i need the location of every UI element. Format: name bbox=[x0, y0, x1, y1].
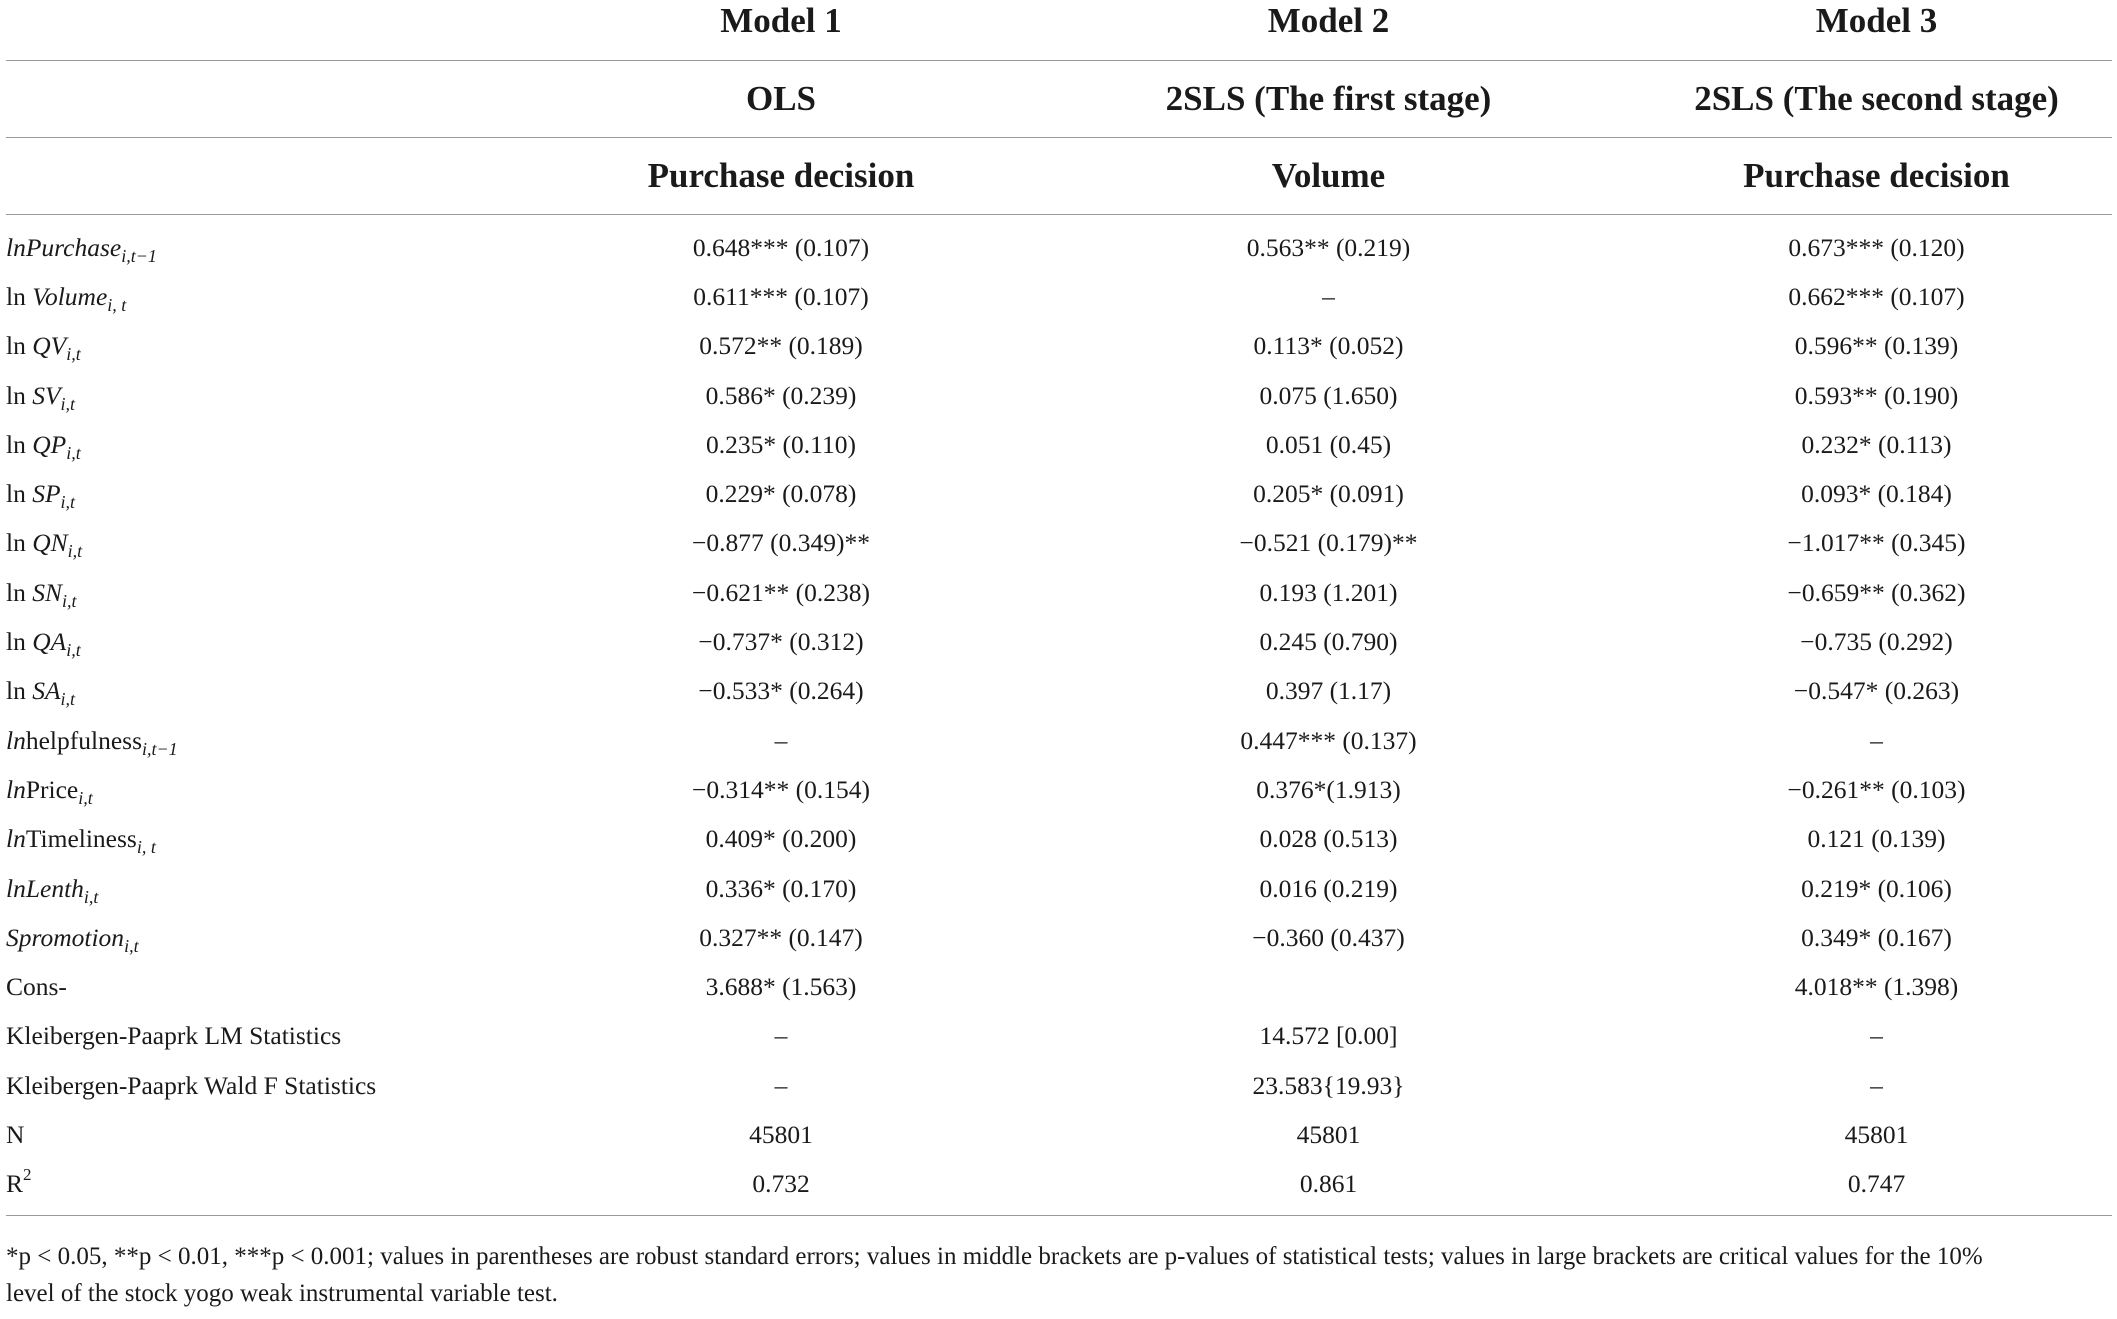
cell-model-2: 0.861 bbox=[1016, 1160, 1641, 1216]
cell-model-3: 45801 bbox=[1844, 1119, 1909, 1149]
cell-model-2: 0.028 (0.513) bbox=[1259, 824, 1398, 854]
cell-model-3: −1.017** (0.345) bbox=[1787, 528, 1966, 558]
header-dependent-1: Purchase decision bbox=[546, 138, 1016, 215]
row-label bbox=[6, 215, 546, 273]
cell-model-1: −0.737* (0.312) bbox=[698, 627, 864, 657]
table-row bbox=[6, 617, 2112, 666]
cell-model-1: 3.688* (1.563) bbox=[705, 972, 857, 1002]
table-row bbox=[6, 420, 2112, 469]
row-label bbox=[6, 371, 546, 420]
row-label-subscript: i, t bbox=[136, 837, 156, 858]
row-label-superscript: 2 bbox=[23, 1165, 32, 1185]
cell-model-1: 0.409* (0.200) bbox=[705, 824, 857, 854]
row-label bbox=[6, 420, 546, 469]
cell-model-3: −0.261** (0.103) bbox=[1787, 774, 1966, 804]
table-footnote bbox=[6, 1238, 2110, 1312]
row-label-subscript: i,t bbox=[124, 935, 139, 956]
cell-model-1: −0.877 (0.349)** bbox=[692, 528, 870, 558]
table-body bbox=[6, 215, 2112, 1216]
cell-model-1: – bbox=[774, 1021, 788, 1051]
table-row bbox=[6, 371, 2112, 420]
row-label-variable: Price bbox=[25, 774, 79, 804]
row-label bbox=[6, 617, 546, 666]
cell-model-2: 45801 bbox=[1296, 1119, 1361, 1149]
cell-model-3: −0.735 (0.292) bbox=[1800, 627, 1953, 657]
row-label bbox=[6, 1160, 546, 1216]
row-label-variable: SP bbox=[32, 479, 61, 509]
table-row bbox=[6, 272, 2112, 321]
table-row bbox=[6, 864, 2112, 913]
row-label bbox=[6, 667, 546, 716]
row-label-variable: QV bbox=[32, 331, 67, 361]
table-row bbox=[6, 1012, 2112, 1061]
table-row bbox=[6, 1110, 2112, 1159]
row-label-prefix: ln bbox=[6, 577, 33, 607]
cell-model-2: – bbox=[1322, 281, 1335, 311]
row-label-subscript: i,t bbox=[66, 442, 81, 463]
row-label-variable: Volume bbox=[32, 281, 108, 311]
table-row bbox=[6, 519, 2112, 568]
row-label-prefix: ln bbox=[6, 627, 33, 657]
header-method-3: 2SLS (The second stage) bbox=[1641, 61, 2112, 138]
header-model-3: Model 3 bbox=[1641, 0, 2112, 61]
row-label-prefix: ln bbox=[6, 479, 33, 509]
row-label-variable: QP bbox=[32, 429, 67, 459]
row-label bbox=[6, 568, 546, 617]
cell-model-2: 14.572 [0.00] bbox=[1259, 1021, 1398, 1051]
row-label bbox=[6, 913, 546, 962]
row-label-prefix: ln bbox=[6, 429, 33, 459]
header-dependent-3: Purchase decision bbox=[1641, 138, 2112, 215]
row-label-subscript: i,t bbox=[60, 393, 76, 414]
header-row-methods bbox=[6, 61, 2112, 138]
cell-model-1: 0.572** (0.189) bbox=[699, 331, 863, 361]
header-model-1: Model 1 bbox=[546, 0, 1016, 61]
row-label-prefix: ln bbox=[6, 380, 33, 410]
row-label-subscript: i,t−1 bbox=[121, 245, 157, 266]
row-label-variable: Kleibergen-Paaprk LM Statistics bbox=[6, 1021, 342, 1051]
header-method-2: 2SLS (The first stage) bbox=[1016, 61, 1641, 138]
footnote-line-2: level of the stock yogo weak instrumental variable test. bbox=[6, 1280, 558, 1307]
row-label-subscript: i,t bbox=[83, 886, 99, 907]
cell-model-2: 0.051 (0.45) bbox=[1265, 429, 1392, 459]
cell-model-1: −0.533* (0.264) bbox=[698, 676, 864, 706]
row-label-subscript: i, t bbox=[107, 294, 127, 315]
row-label-prefix: ln bbox=[6, 331, 33, 361]
row-label bbox=[6, 962, 546, 1011]
row-label bbox=[6, 1061, 546, 1110]
cell-model-1: – bbox=[774, 725, 788, 755]
row-label-prefix: ln bbox=[6, 774, 26, 804]
cell-model-2: −0.521 (0.179)** bbox=[1239, 528, 1418, 558]
header-method-1: OLS bbox=[546, 61, 1016, 138]
row-label bbox=[6, 519, 546, 568]
row-label-variable: SV bbox=[32, 380, 61, 410]
row-label-variable: Kleibergen-Paaprk Wald F Statistics bbox=[6, 1070, 377, 1100]
row-label-prefix: ln bbox=[6, 676, 33, 706]
cell-model-2: 0.563** (0.219) bbox=[1246, 232, 1411, 262]
table-row bbox=[6, 913, 2112, 962]
footnote-line-1: *p < 0.05, **p < 0.01, ***p < 0.001; values in parentheses are robust standard errors; values in middle brackets are p-values of statistical tests; values in large brackets are critical values for the 10% bbox=[6, 1243, 1983, 1270]
cell-model-3: 0.232* (0.113) bbox=[1801, 429, 1952, 459]
table-row bbox=[6, 1061, 2112, 1110]
cell-model-2: 0.075 (1.650) bbox=[1259, 380, 1398, 410]
table-row bbox=[6, 962, 2112, 1011]
header-row-models bbox=[6, 0, 2112, 61]
cell-model-3: 0.219* (0.106) bbox=[1801, 873, 1952, 903]
table-row bbox=[6, 1160, 2112, 1216]
table-row bbox=[6, 469, 2112, 518]
row-label-subscript: i,t bbox=[78, 787, 93, 808]
row-label bbox=[6, 322, 546, 371]
cell-model-2: 0.376*(1.913) bbox=[1256, 774, 1401, 804]
regression-table bbox=[6, 0, 2112, 1216]
cell-model-2: 0.205* (0.091) bbox=[1253, 479, 1404, 509]
row-label-variable: SN bbox=[32, 577, 62, 607]
header-dependent-2: Volume bbox=[1016, 138, 1641, 215]
cell-model-3: 0.093* (0.184) bbox=[1801, 479, 1952, 509]
table-row bbox=[6, 215, 2112, 273]
cell-model-3: 0.747 bbox=[1641, 1160, 2112, 1216]
cell-model-3: 0.349* (0.167) bbox=[1801, 922, 1952, 952]
header-stub bbox=[6, 138, 546, 215]
cell-model-1: −0.621** (0.238) bbox=[692, 577, 870, 607]
cell-model-1: −0.314** (0.154) bbox=[692, 774, 870, 804]
cell-model-2: 0.447*** (0.137) bbox=[1240, 725, 1417, 755]
row-label-variable: Spromotion bbox=[6, 922, 125, 952]
table-row bbox=[6, 815, 2112, 864]
row-label bbox=[6, 469, 546, 518]
row-label-subscript: i,t bbox=[66, 640, 81, 661]
row-label-variable: lnPurchase bbox=[6, 232, 122, 262]
row-label-variable: lnLenth bbox=[6, 873, 84, 903]
cell-model-1: 45801 bbox=[749, 1119, 813, 1149]
row-label-prefix: ln bbox=[6, 281, 33, 311]
cell-model-2 bbox=[1016, 962, 1641, 1011]
cell-model-1: 0.586* (0.239) bbox=[705, 380, 857, 410]
header-model-2: Model 2 bbox=[1016, 0, 1641, 61]
row-label bbox=[6, 272, 546, 321]
header-row-dependent bbox=[6, 138, 2112, 215]
cell-model-3: 0.673*** (0.120) bbox=[1788, 232, 1965, 262]
row-label bbox=[6, 716, 546, 765]
cell-model-2: 0.016 (0.219) bbox=[1259, 873, 1398, 903]
cell-model-3: 4.018** (1.398) bbox=[1794, 972, 1959, 1002]
header-stub bbox=[6, 61, 546, 138]
cell-model-1: 0.336* (0.170) bbox=[705, 873, 857, 903]
cell-model-3: 0.121 (0.139) bbox=[1807, 824, 1946, 854]
cell-model-2: 0.113* (0.052) bbox=[1253, 331, 1404, 361]
cell-model-3: – bbox=[1870, 1070, 1883, 1100]
cell-model-1: – bbox=[774, 1070, 788, 1100]
row-label bbox=[6, 815, 546, 864]
row-label-variable: QN bbox=[32, 528, 68, 558]
row-label-subscript: i,t bbox=[60, 689, 76, 710]
cell-model-2: 0.193 (1.201) bbox=[1259, 577, 1398, 607]
row-label bbox=[6, 1012, 546, 1061]
row-label-prefix: ln bbox=[6, 824, 26, 854]
row-label-variable: QA bbox=[32, 627, 67, 657]
regression-table-container bbox=[6, 0, 2112, 1216]
cell-model-1: 0.327** (0.147) bbox=[699, 922, 863, 952]
cell-model-1: 0.648*** (0.107) bbox=[692, 232, 870, 262]
cell-model-3: 0.593** (0.190) bbox=[1794, 380, 1959, 410]
row-label-subscript: i,t bbox=[67, 541, 83, 562]
cell-model-1: 0.732 bbox=[546, 1160, 1016, 1216]
row-label-variable: R bbox=[6, 1169, 24, 1199]
row-label-variable: N bbox=[6, 1119, 25, 1149]
row-label-subscript: i,t bbox=[66, 344, 81, 365]
cell-model-2: 0.397 (1.17) bbox=[1265, 676, 1392, 706]
row-label-prefix: ln bbox=[6, 528, 33, 558]
row-label bbox=[6, 765, 546, 814]
cell-model-2: 23.583{19.93} bbox=[1252, 1070, 1405, 1100]
table-row bbox=[6, 716, 2112, 765]
cell-model-3: 0.596** (0.139) bbox=[1794, 331, 1959, 361]
cell-model-3: 0.662*** (0.107) bbox=[1788, 281, 1965, 311]
cell-model-3: – bbox=[1870, 725, 1883, 755]
table-row bbox=[6, 568, 2112, 617]
row-label bbox=[6, 1110, 546, 1159]
cell-model-3: −0.547* (0.263) bbox=[1793, 676, 1960, 706]
row-label-variable: Cons- bbox=[6, 972, 67, 1002]
row-label-variable: SA bbox=[32, 676, 61, 706]
row-label bbox=[6, 864, 546, 913]
row-label-subscript: i,t−1 bbox=[142, 738, 178, 759]
cell-model-3: – bbox=[1870, 1021, 1883, 1051]
cell-model-3: −0.659** (0.362) bbox=[1787, 577, 1966, 607]
table-row bbox=[6, 667, 2112, 716]
row-label-subscript: i,t bbox=[60, 492, 76, 513]
table-row bbox=[6, 322, 2112, 371]
row-label-variable: helpfulness bbox=[25, 725, 142, 755]
cell-model-1: 0.229* (0.078) bbox=[705, 479, 857, 509]
row-label-subscript: i,t bbox=[61, 590, 77, 611]
cell-model-2: 0.245 (0.790) bbox=[1259, 627, 1398, 657]
cell-model-1: 0.611*** (0.107) bbox=[693, 281, 869, 311]
row-label-variable: Timeliness bbox=[25, 824, 137, 854]
header-stub bbox=[6, 0, 546, 61]
cell-model-2: −0.360 (0.437) bbox=[1252, 922, 1405, 952]
row-label-prefix: ln bbox=[6, 725, 26, 755]
table-row bbox=[6, 765, 2112, 814]
cell-model-1: 0.235* (0.110) bbox=[706, 429, 856, 459]
